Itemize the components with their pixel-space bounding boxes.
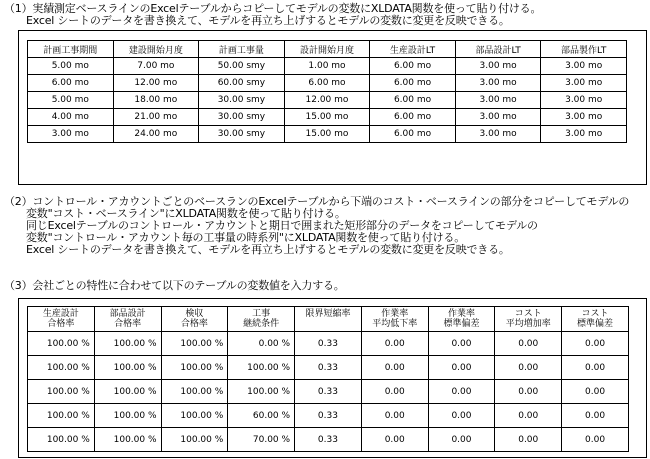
table-cell[interactable]: 6.00 mo <box>28 75 114 92</box>
table-cell[interactable]: 12.00 mo <box>284 92 370 109</box>
table-cell[interactable]: 100.00 % <box>28 380 95 404</box>
table-cell[interactable]: 0.00 <box>361 428 428 452</box>
table-cell[interactable]: 3.00 mo <box>541 109 627 126</box>
table-row <box>28 380 629 404</box>
table-cell[interactable]: 6.00 mo <box>370 109 456 126</box>
table-cell[interactable]: 100.00 % <box>161 356 228 380</box>
table-row <box>28 126 627 143</box>
table-cell[interactable]: 0.00 <box>428 404 495 428</box>
table-cell[interactable]: 3.00 mo <box>455 126 541 143</box>
table-cell[interactable]: 0.00 <box>495 356 562 380</box>
table-cell[interactable]: 30.00 smy <box>199 109 285 126</box>
header-cell: 計画工事期間 <box>28 41 114 58</box>
section1-line-2: Excel シートのデータを書き換えて、モデルを再立ち上げするとモデルの変数に変更を反映できる。 <box>26 14 510 27</box>
table-cell[interactable]: 0.33 <box>295 332 362 356</box>
table-cell[interactable]: 100.00 % <box>228 356 295 380</box>
header-cell: コスト 平均増加率 <box>495 307 562 332</box>
table-cell[interactable]: 15.00 mo <box>284 126 370 143</box>
table-cell[interactable]: 0.00 <box>428 428 495 452</box>
baseline-table <box>27 40 627 143</box>
table-cell[interactable]: 0.00 <box>428 380 495 404</box>
table-cell[interactable]: 0.00 % <box>228 332 295 356</box>
table-cell[interactable]: 50.00 smy <box>199 58 285 75</box>
header-cell: コスト 標準偏差 <box>562 307 629 332</box>
table-cell[interactable]: 21.00 mo <box>113 109 199 126</box>
table-row <box>28 356 629 380</box>
table-cell[interactable]: 6.00 mo <box>370 126 456 143</box>
table-cell[interactable]: 0.00 <box>361 404 428 428</box>
table-cell[interactable]: 100.00 % <box>161 332 228 356</box>
table-cell[interactable]: 0.00 <box>562 380 629 404</box>
header-cell: 設計開始月度 <box>284 41 370 58</box>
table-cell[interactable]: 18.00 mo <box>113 92 199 109</box>
table-cell[interactable]: 3.00 mo <box>541 92 627 109</box>
table-cell[interactable]: 100.00 % <box>94 380 161 404</box>
table-cell[interactable]: 7.00 mo <box>113 58 199 75</box>
header-cell: 作業率 平均低下率 <box>361 307 428 332</box>
table-cell[interactable]: 30.00 smy <box>199 92 285 109</box>
table-cell[interactable]: 1.00 mo <box>284 58 370 75</box>
table-cell[interactable]: 3.00 mo <box>541 75 627 92</box>
table-cell[interactable]: 3.00 mo <box>541 126 627 143</box>
table-cell[interactable]: 60.00 smy <box>199 75 285 92</box>
table-cell[interactable]: 0.00 <box>361 356 428 380</box>
table-cell[interactable]: 100.00 % <box>28 332 95 356</box>
table-cell[interactable]: 0.00 <box>495 332 562 356</box>
header-cell: 工事 継続条件 <box>228 307 295 332</box>
section2-line-4: 変数"コントロール・アカウント毎の工事量の時系列"にXLDATA関数を使って貼り付ける。 <box>26 231 465 244</box>
table-row <box>28 92 627 109</box>
section2-line-5: Excel シートのデータを書き換えて、モデルを再立ち上げするとモデルの変数に変更を反映できる。 <box>26 243 510 256</box>
table-row <box>28 428 629 452</box>
table-cell[interactable]: 0.00 <box>495 404 562 428</box>
table-cell[interactable]: 6.00 mo <box>284 75 370 92</box>
table-cell[interactable]: 70.00 % <box>228 428 295 452</box>
section1-text <box>4 3 541 27</box>
table-cell[interactable]: 0.00 <box>495 428 562 452</box>
table-cell[interactable]: 60.00 % <box>228 404 295 428</box>
table-cell[interactable]: 30.00 smy <box>199 126 285 143</box>
table-cell[interactable]: 0.00 <box>562 356 629 380</box>
header-cell: 計画工事量 <box>199 41 285 58</box>
table-cell[interactable]: 3.00 mo <box>541 58 627 75</box>
table-cell[interactable]: 0.00 <box>562 332 629 356</box>
table-cell[interactable]: 100.00 % <box>161 404 228 428</box>
table-cell[interactable]: 3.00 mo <box>28 126 114 143</box>
table-cell[interactable]: 100.00 % <box>161 428 228 452</box>
table-cell[interactable]: 100.00 % <box>94 332 161 356</box>
table-cell[interactable]: 0.33 <box>295 356 362 380</box>
section3-line-1: （3）会社ごとの特性に合わせて以下のテーブルの変数値を入力する。 <box>4 279 345 292</box>
table-cell[interactable]: 6.00 mo <box>370 75 456 92</box>
table-cell[interactable]: 3.00 mo <box>455 75 541 92</box>
section1-line-1: （1）実績測定ベースラインのExcelテーブルからコピーしてモデルの変数にXLDATA関数を使って貼り付ける。 <box>4 2 542 15</box>
section3-text <box>4 280 345 292</box>
table-cell[interactable]: 100.00 % <box>161 380 228 404</box>
header-cell: 生産設計 合格率 <box>28 307 95 332</box>
table-row <box>28 75 627 92</box>
header-cell: 建設開始月度 <box>113 41 199 58</box>
table-cell[interactable]: 100.00 % <box>28 428 95 452</box>
header-cell: 生産設計LT <box>370 41 456 58</box>
table-cell[interactable]: 100.00 % <box>94 356 161 380</box>
table-cell[interactable]: 100.00 % <box>94 428 161 452</box>
table-cell[interactable]: 15.00 mo <box>284 109 370 126</box>
table-cell[interactable]: 5.00 mo <box>28 58 114 75</box>
table-cell[interactable]: 100.00 % <box>28 356 95 380</box>
table-cell[interactable]: 3.00 mo <box>455 92 541 109</box>
table-cell[interactable]: 0.00 <box>428 356 495 380</box>
table-row <box>28 109 627 126</box>
table-cell[interactable]: 24.00 mo <box>113 126 199 143</box>
table-row <box>28 58 627 75</box>
section2-line-2: 変数"コスト・ベースライン"にXLDATA関数を使って貼り付ける。 <box>26 207 346 220</box>
header-cell: 部品設計LT <box>455 41 541 58</box>
table-cell[interactable]: 6.00 mo <box>370 92 456 109</box>
table-cell[interactable]: 0.00 <box>361 332 428 356</box>
table-cell[interactable]: 5.00 mo <box>28 92 114 109</box>
header-cell: 検収 合格率 <box>161 307 228 332</box>
header-cell: 限界短縮率 <box>295 307 362 332</box>
table-cell[interactable]: 0.00 <box>562 428 629 452</box>
table-cell[interactable]: 0.00 <box>495 380 562 404</box>
table-cell[interactable]: 0.00 <box>428 332 495 356</box>
table-cell[interactable]: 0.33 <box>295 428 362 452</box>
table-cell[interactable]: 3.00 mo <box>455 58 541 75</box>
table-cell[interactable]: 0.33 <box>295 404 362 428</box>
table-header-row <box>28 307 629 332</box>
table-cell[interactable]: 0.00 <box>562 404 629 428</box>
table-row <box>28 404 629 428</box>
table-cell[interactable]: 6.00 mo <box>370 58 456 75</box>
table-row <box>28 332 629 356</box>
table-cell[interactable]: 0.00 <box>361 380 428 404</box>
parameter-table <box>27 306 629 452</box>
header-cell: 作業率 標準偏差 <box>428 307 495 332</box>
table-cell[interactable]: 100.00 % <box>228 380 295 404</box>
table-cell[interactable]: 0.33 <box>295 380 362 404</box>
section2-text <box>4 196 629 256</box>
table-cell[interactable]: 12.00 mo <box>113 75 199 92</box>
header-cell: 部品設計 合格率 <box>94 307 161 332</box>
table-cell[interactable]: 3.00 mo <box>455 109 541 126</box>
section2-line-3: 同じExcelテーブルのコントロール・アカウントと期日で囲まれた矩形部分のデータをコピーしてモデルの <box>26 219 538 232</box>
table-cell[interactable]: 100.00 % <box>94 404 161 428</box>
table-cell[interactable]: 100.00 % <box>28 404 95 428</box>
table-header-row <box>28 41 627 58</box>
table-cell[interactable]: 4.00 mo <box>28 109 114 126</box>
section2-line-1: （2）コントロール・アカウントごとのベースランのExcelテーブルから下端のコスト・ベースラインの部分をコピーしてモデルの <box>4 195 630 208</box>
header-cell: 部品製作LT <box>541 41 627 58</box>
